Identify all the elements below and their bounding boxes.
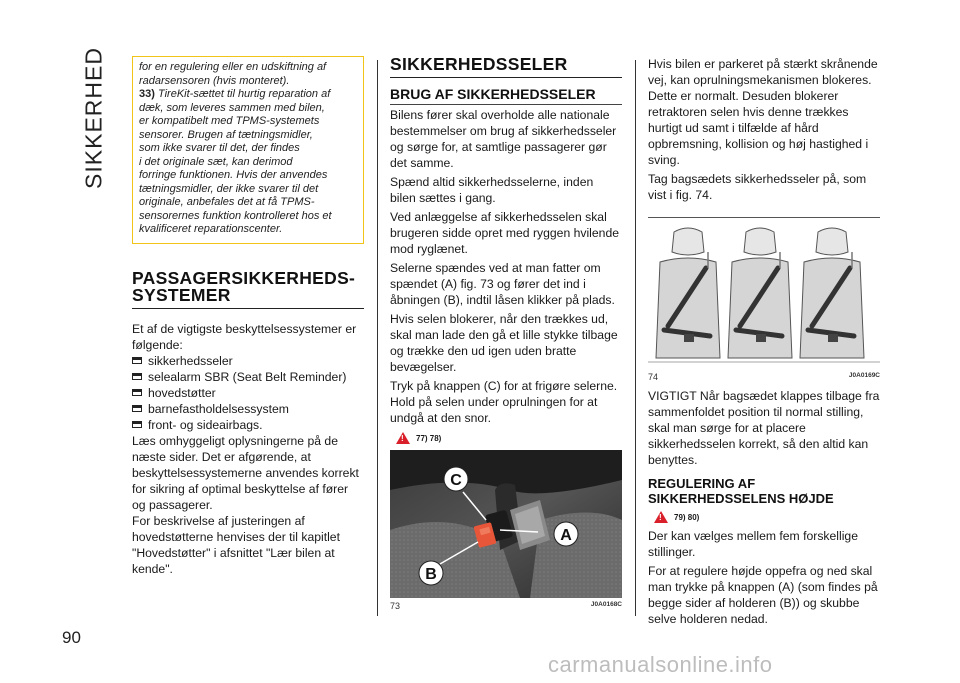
- figure-73-caption: [390, 601, 622, 611]
- figure-code: J0A0169C: [848, 372, 880, 379]
- section-heading-seat-belts: SIKKERHEDSSELER: [390, 56, 622, 78]
- list-item: [132, 369, 364, 385]
- subheading-belt-height: [648, 476, 880, 506]
- figure-74-rear-seats: [648, 217, 880, 370]
- label-c: C: [450, 472, 462, 489]
- column-divider: [635, 60, 636, 616]
- list-item: [132, 401, 364, 417]
- figure-74-caption: [648, 372, 880, 382]
- figure-number: 73: [390, 601, 401, 611]
- note-line: sensorer. Brugen af tætningsmidler,: [139, 128, 313, 141]
- note-line: tætningsmidler, der ikke svarer til det: [139, 182, 319, 195]
- note-line: radarsensoren (hvis monteret).: [139, 74, 290, 87]
- heading-line: SIKKERHEDSSELENS HØJDE: [648, 491, 834, 506]
- safety-systems-list: [132, 353, 364, 433]
- figure-code: J0A0168C: [590, 601, 622, 608]
- subheading-use-of-belts: BRUG AF SIKKERHEDSSELER: [390, 86, 622, 105]
- paragraph: Hvis selen blokerer, når den trækkes ud, skal man lade den gå et lille stykke tilbage og trække den ud igen uden bratte bevægelser.: [390, 312, 618, 374]
- paragraph: Ved anlæggelse af sikkerhedsselen skal brugeren sidde opret med ryggen hvilende mod ryglænet.: [390, 210, 620, 256]
- paragraph: Læs omhyggeligt oplysningerne på de næste sider. Det er afgørende, at beskyttelsessystemerne anvendes korrekt for sikring af optimal beskyttelse af fører og passagerer.: [132, 433, 359, 512]
- section-heading-passenger-safety: [132, 267, 364, 309]
- list-item-text: selealarm SBR (Seat Belt Reminder): [148, 369, 347, 384]
- note-line: kvalificeret reparationscenter.: [139, 223, 283, 235]
- list-item-text: barnefastholdelsessystem: [148, 401, 289, 416]
- watermark: carmanualsonline.info: [548, 652, 773, 677]
- paragraph: Spænd altid sikkerhedsselerne, inden bilen sættes i gang.: [390, 175, 594, 205]
- list-item-text: front- og sideairbags.: [148, 417, 263, 432]
- heading-line: PASSAGERSIKKERHEDS-: [132, 267, 356, 288]
- label-b: B: [425, 566, 437, 583]
- list-item: [132, 417, 364, 433]
- intro-paragraph: Et af de vigtigste beskyttelsessystemer er følgende:: [132, 321, 357, 352]
- column-left: [132, 56, 364, 577]
- paragraph: For beskrivelse af justeringen af hovedstøtterne henvises der til kapitlet "Hovedstøtter" i afsnittet "Lær bilen at kende".: [132, 513, 340, 576]
- column-right: [648, 56, 880, 627]
- heading-line: REGULERING AF: [648, 476, 756, 491]
- warning-refs: 79) 80): [674, 512, 700, 522]
- bullet-icon: [132, 389, 142, 396]
- paragraph-important: VIGTIGT Når bagsædet klappes tilbage fra sammenfoldet position til normal stilling, skal man sørge for at placere sikkerhedsselen korrekt, så den altid kan benyttes.: [648, 389, 880, 467]
- note-line: som ikke svarer til det, der findes: [139, 142, 300, 154]
- note-line: for en regulering eller en udskiftning af: [139, 61, 327, 73]
- bullet-icon: [132, 405, 142, 412]
- paragraph: Tryk på knappen (C) for at frigøre selerne. Hold på selen under oprulningen for at undgå at den snor.: [390, 379, 618, 425]
- note-box: [132, 56, 364, 244]
- paragraph: Der kan vælges mellem fem forskellige stillinger.: [648, 529, 858, 559]
- paragraph: Hvis bilen er parkeret på stærkt skrånende vej, kan oprulningsmekanismen blokeres. Dette er normalt. Desuden blokerer retraktoren selen hvis denne trækkes hurtigt ud samt i tilfælde af hård opbremsning, kollision og høj hastighed i sving.: [648, 57, 878, 167]
- list-item-text: sikkerhedsseler: [148, 353, 233, 368]
- note-line: dæk, som leveres sammen med bilen,: [139, 101, 325, 114]
- warning-triangle-icon: !: [396, 432, 410, 444]
- warning-reference: [396, 432, 622, 444]
- label-a: A: [560, 527, 572, 544]
- note-line: er kompatibelt med TPMS-systemets: [139, 115, 320, 127]
- chapter-title-text: SIKKERHED: [80, 47, 107, 189]
- bullet-icon: [132, 421, 142, 428]
- paragraph: Bilens fører skal overholde alle nationale bestemmelser om brug af sikkerhedsseler og sørge for, at samtlige passagerer gør det samme.: [390, 108, 617, 170]
- bullet-icon: [132, 357, 142, 364]
- paragraph: Tag bagsædets sikkerhedsseler på, som vist i fig. 74.: [648, 172, 867, 202]
- list-item: [132, 353, 364, 369]
- warning-reference: [654, 511, 880, 523]
- note-line: forringe funktionen. Hvis der anvendes: [139, 169, 328, 181]
- column-divider: [377, 60, 378, 616]
- note-line: originale, anbefales det at få TPMS-: [139, 196, 315, 208]
- chapter-side-title: [64, 48, 124, 188]
- bullet-icon: [132, 373, 142, 380]
- paragraph: For at regulere højde oppefra og ned skal man trykke på knappen (A) (som findes på begge sider af holderen (B)) og skubbe selve holderen nedad.: [648, 564, 878, 626]
- note-line: i det originale sæt, kan derimod: [139, 155, 293, 168]
- note-number: 33): [139, 88, 155, 100]
- figure-number: 74: [648, 372, 659, 382]
- list-item: [132, 385, 364, 401]
- column-middle: [390, 56, 622, 611]
- note-line: TireKit-sættet til hurtig reparation af: [157, 88, 331, 100]
- warning-refs: 77) 78): [416, 433, 442, 443]
- page-number: 90: [62, 628, 81, 647]
- warning-triangle-icon: !: [654, 511, 668, 523]
- list-item-text: hovedstøtter: [148, 385, 216, 400]
- heading-line: SYSTEMER: [132, 284, 231, 305]
- note-line: sensorernes funktion kontrolleret hos et: [139, 209, 332, 222]
- paragraph: Selerne spændes ved at man fatter om spændet (A) fig. 73 og fører det ind i åbningen (B), indtil låsen klikker på plads.: [390, 261, 615, 307]
- figure-73-buckle: [390, 450, 622, 598]
- note-item-33: [139, 88, 357, 102]
